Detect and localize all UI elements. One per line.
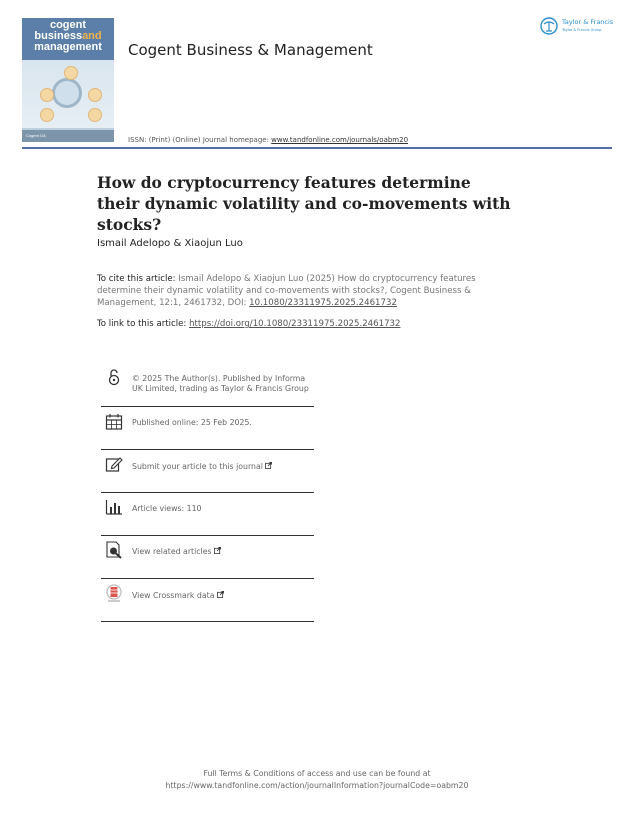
taylor-francis-logo-icon <box>540 17 558 35</box>
terms-footer <box>0 768 634 792</box>
views-row <box>101 493 314 536</box>
copyright-row <box>101 366 314 407</box>
journal-homepage-link[interactable]: www.tandfonline.com/journals/oabm20 <box>271 136 409 144</box>
calendar-icon <box>105 413 123 431</box>
open-access-icon <box>105 368 123 386</box>
copyright-text: © 2025 The Author(s). Published by Informa UK Limited, trading as Taylor & Francis Group <box>132 374 309 393</box>
terms-line: Full Terms & Conditions of access and use can be found at <box>203 769 431 778</box>
header-divider <box>22 147 612 149</box>
article-authors: Ismail Adelopo & Xiaojun Luo <box>97 238 243 249</box>
cover-title-line2: businessand <box>34 30 102 42</box>
issn-line <box>128 136 408 144</box>
citation-label: To cite this article: <box>97 274 176 284</box>
article-title: How do cryptocurrency features determine their dynamic volatility and co-movements with stocks? <box>97 173 511 234</box>
cover-magnifier-graphic <box>52 78 82 108</box>
article-link-line <box>97 319 401 329</box>
publisher-logo[interactable] <box>540 17 618 37</box>
published-row <box>101 407 314 450</box>
external-link-icon <box>214 547 221 554</box>
external-link-icon <box>217 591 224 598</box>
cover-icon-bubble <box>88 88 102 102</box>
external-link-icon <box>265 462 272 469</box>
doi-url-link[interactable]: https://doi.org/10.1080/23311975.2025.2461732 <box>189 319 401 329</box>
publisher-name: Taylor & Francis <box>562 18 614 26</box>
crossmark-row[interactable] <box>101 579 314 622</box>
journal-cover <box>22 18 114 142</box>
search-icon <box>105 541 123 559</box>
issn-text: ISSN: (Print) (Online) Journal homepage: <box>128 136 272 144</box>
cover-icon-bubble <box>40 88 54 102</box>
terms-url[interactable]: https://www.tandfonline.com/action/journalInformation?journalCode=oabm20 <box>165 781 469 790</box>
edit-icon <box>105 455 123 473</box>
journal-name: Cogent Business & Management <box>128 41 373 59</box>
citation-block <box>97 273 517 309</box>
related-articles-link[interactable]: View related articles <box>132 547 221 557</box>
cover-icon-bubble <box>40 108 54 122</box>
citation-text: Ismail Adelopo & Xiaojun Luo (2025) How do cryptocurrency features determine their dynamic volatility and co-movements with stocks?, Cogent Business & Management, 12:1, 2461732, DOI: <box>97 274 476 308</box>
cover-footer: Cogent OA <box>22 130 114 142</box>
cover-title-line3: management <box>34 41 102 53</box>
bar-chart-icon <box>105 498 123 516</box>
submit-row[interactable] <box>101 450 314 493</box>
publisher-group: Taylor & Francis Group <box>562 28 602 32</box>
cover-icon-bubble <box>64 66 78 80</box>
cover-icon-bubble <box>88 108 102 122</box>
doi-link-short[interactable]: 10.1080/23311975.2025.2461732 <box>249 298 397 308</box>
related-row[interactable] <box>101 536 314 579</box>
cover-title-line1: cogent <box>49 19 87 31</box>
crossmark-link[interactable]: View Crossmark data <box>132 591 224 601</box>
submit-article-link[interactable]: Submit your article to this journal <box>132 462 272 472</box>
article-views: Article views: 110 <box>132 504 202 513</box>
crossmark-icon <box>105 584 123 602</box>
link-label: To link to this article: <box>97 319 190 329</box>
published-date: Published online: 25 Feb 2025. <box>132 418 252 427</box>
